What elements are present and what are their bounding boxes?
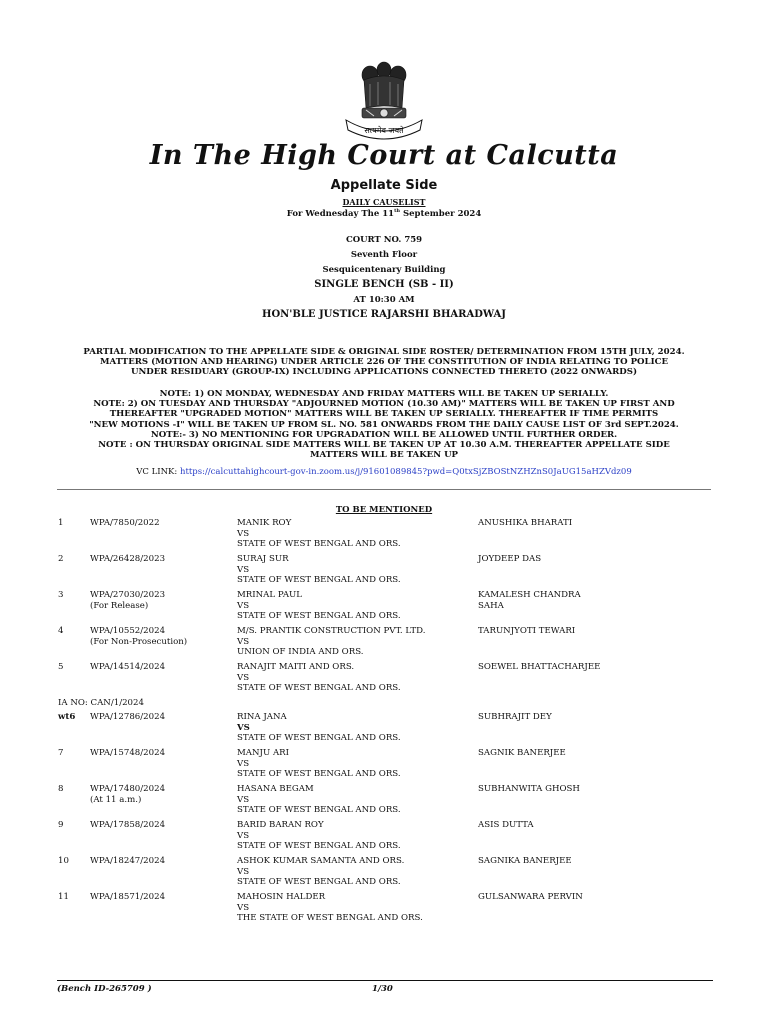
serial-number: 7 <box>58 748 64 758</box>
petitioner: SURAJ SUR <box>237 554 289 564</box>
case-number: WPA/18571/2024 <box>90 892 166 902</box>
serial-number: 11 <box>58 892 69 902</box>
petitioner: MANJU ARI <box>237 748 290 758</box>
parties-cell <box>237 712 472 744</box>
vc-link[interactable]: https://calcuttahighcourt-gov-in.zoom.us/j/91601089845?pwd=Q0txSjZBOStNZHZnS0JaUG15aHZVdz09 <box>179 467 632 477</box>
case-number: WPA/15748/2024 <box>90 748 166 758</box>
parties-cell <box>237 892 472 924</box>
advocate: TARUNJYOTI TEWARI <box>478 626 576 636</box>
list-name: DAILY CAUSELIST <box>342 197 426 207</box>
bench-id: (Bench ID-265709 ) <box>57 984 152 994</box>
versus-label: VS <box>237 672 250 683</box>
section-title: TO BE MENTIONED <box>335 505 433 515</box>
case-number: WPA/12786/2024 <box>90 712 166 722</box>
advocate: SUBHRAJIT DEY <box>478 712 552 722</box>
petitioner: HASANA BEGAM <box>237 784 314 794</box>
court-title: In The High Court at Calcutta <box>149 140 619 171</box>
case-cell <box>90 626 187 647</box>
page-number: 1/30 <box>372 984 393 994</box>
serial-number: 5 <box>58 662 64 672</box>
case-number: WPA/18247/2024 <box>90 856 166 866</box>
serial-number: wt6 <box>58 712 76 722</box>
advocate: ANUSHIKA BHARATI <box>478 518 573 528</box>
advocate: ASIS DUTTA <box>478 820 534 830</box>
parties-cell <box>237 856 472 888</box>
case-cell <box>90 518 160 529</box>
petitioner: BARID BARAN ROY <box>237 820 324 830</box>
parties-cell <box>237 662 472 694</box>
serial-number: 9 <box>58 820 64 830</box>
vc-link-label: VC LINK: <box>136 467 180 477</box>
petitioner: ASHOK KUMAR SAMANTA AND ORS. <box>237 856 405 866</box>
case-note: (At 11 a.m.) <box>90 794 142 805</box>
petitioner: MANIK ROY <box>237 518 292 528</box>
respondent: STATE OF WEST BENGAL AND ORS. <box>237 539 401 550</box>
parties-cell <box>237 554 472 586</box>
parties-cell <box>237 820 472 852</box>
advocate: KAMALESH CHANDRA SAHA <box>478 590 581 611</box>
petitioner: M/S. PRANTIK CONSTRUCTION PVT. LTD. <box>237 626 426 636</box>
versus-label: VS <box>237 722 250 733</box>
parties-cell <box>237 518 472 550</box>
parties-cell <box>237 784 472 816</box>
versus-label: VS <box>237 564 250 575</box>
sitting-time: AT 10:30 AM <box>353 295 415 305</box>
case-number: WPA/17480/2024 <box>90 784 166 794</box>
case-number: WPA/26428/2023 <box>90 554 166 564</box>
advocate: SAGNIK BANERJEE <box>478 748 566 758</box>
serial-number: 1 <box>58 518 64 528</box>
case-number: WPA/27030/2023 <box>90 590 166 600</box>
respondent: STATE OF WEST BENGAL AND ORS. <box>237 805 401 816</box>
versus-label: VS <box>237 830 250 841</box>
versus-label: VS <box>237 794 250 805</box>
respondent: THE STATE OF WEST BENGAL AND ORS. <box>237 913 423 924</box>
respondent: STATE OF WEST BENGAL AND ORS. <box>237 841 401 852</box>
case-cell <box>90 856 165 867</box>
advocate: SUBHANWITA GHOSH <box>478 784 580 794</box>
serial-number: 10 <box>58 856 69 866</box>
case-note: (For Non-Prosecution) <box>90 636 188 647</box>
versus-label: VS <box>237 600 250 611</box>
serial-number: 4 <box>58 626 64 636</box>
case-number: WPA/10552/2024 <box>90 626 166 636</box>
respondent: STATE OF WEST BENGAL AND ORS. <box>237 877 401 888</box>
parties-cell <box>237 590 472 622</box>
parties-cell <box>237 748 472 780</box>
advocate: JOYDEEP DAS <box>478 554 542 564</box>
case-number: WPA/14514/2024 <box>90 662 166 672</box>
bench-name: SINGLE BENCH (SB - II) <box>314 279 454 290</box>
case-cell <box>90 892 165 903</box>
versus-label: VS <box>237 636 250 647</box>
justice-name: HON'BLE JUSTICE RAJARSHI BHARADWAJ <box>262 309 506 320</box>
advocate: GULSANWARA PERVIN <box>478 892 583 902</box>
case-cell <box>90 662 165 673</box>
respondent: STATE OF WEST BENGAL AND ORS. <box>237 575 401 586</box>
vc-link-line <box>0 467 768 477</box>
ia-number: IA NO: CAN/1/2024 <box>58 698 144 708</box>
notes-block: NOTE: 1) ON MONDAY, WEDNESDAY AND FRIDAY MATTERS WILL BE TAKEN UP SERIALLY. NOTE: 2) ON TUESDAY AND THURSDAY "ADJOURNED MOTION (10.30 AM)" MATTERS WILL BE TAKEN UP FIRST AND THEREAFTER "UPGRADED MOTION" MATTERS WILL BE TAKEN UP SERIALLY. THEREAFTER IF TIME PERMITS "NEW MOTIONS -I" WILL BE TAKEN UP FROM SL. NO. 581 ONWARDS FROM THE DAILY CAUSE LIST OF 3rd SEPT.2024. NOTE:- 3) NO MENTIONING FOR UPGRADATION WILL BE ALLOWED UNTIL FURTHER ORDER. NOTE : ON THURSDAY ORIGINAL SIDE MATTERS WILL BE TAKEN UP AT 10.30 A.M. THEREAFTER APPELLATE SIDE MATTERS WILL BE TAKEN UP <box>89 389 679 461</box>
versus-label: VS <box>237 758 250 769</box>
emblem-motto: सत्यमेव जयते <box>364 126 404 135</box>
versus-label: VS <box>237 902 250 913</box>
court-side: Appellate Side <box>330 178 438 193</box>
case-cell <box>90 712 165 723</box>
case-number: WPA/7850/2022 <box>90 518 160 528</box>
state-emblem-icon <box>340 58 428 142</box>
court-floor: Seventh Floor <box>350 250 418 260</box>
case-cell <box>90 554 165 565</box>
serial-number: 3 <box>58 590 64 600</box>
respondent: STATE OF WEST BENGAL AND ORS. <box>237 611 401 622</box>
advocate: SOEWEL BHATTACHARJEE <box>478 662 601 672</box>
divider <box>57 489 711 490</box>
footer-divider <box>57 980 713 981</box>
respondent: UNION OF INDIA AND ORS. <box>237 647 364 658</box>
case-cell <box>90 784 165 805</box>
case-cell <box>90 590 165 611</box>
parties-cell <box>237 626 472 658</box>
case-number: WPA/17858/2024 <box>90 820 166 830</box>
court-number: COURT NO. 759 <box>345 235 423 245</box>
serial-number: 2 <box>58 554 64 564</box>
respondent: STATE OF WEST BENGAL AND ORS. <box>237 733 401 744</box>
respondent: STATE OF WEST BENGAL AND ORS. <box>237 683 401 694</box>
petitioner: MAHOSIN HALDER <box>237 892 326 902</box>
petitioner: MRINAL PAUL <box>237 590 302 600</box>
court-building: Sesquicentenary Building <box>322 265 446 275</box>
versus-label: VS <box>237 528 250 539</box>
petitioner: RANAJIT MAITI AND ORS. <box>237 662 355 672</box>
case-note: (For Release) <box>90 600 149 611</box>
list-date: For Wednesday The 11th September 2024 <box>286 208 482 219</box>
advocate: SAGNIKA BANERJEE <box>478 856 572 866</box>
versus-label: VS <box>237 866 250 877</box>
roster-notice: PARTIAL MODIFICATION TO THE APPELLATE SIDE & ORIGINAL SIDE ROSTER/ DETERMINATION FROM 15TH JULY, 2024. MATTERS (MOTION AND HEARING) UNDER ARTICLE 226 OF THE CONSTITUTION OF INDIA RELATING TO POLICE UNDER RESIDUARY (GROUP-IX) INCLUDING APPLICATIONS CONNECTED THERETO (2022 ONWARDS) <box>83 347 685 378</box>
petitioner: RINA JANA <box>237 712 287 722</box>
case-cell <box>90 820 165 831</box>
serial-number: 8 <box>58 784 64 794</box>
respondent: STATE OF WEST BENGAL AND ORS. <box>237 769 401 780</box>
case-cell <box>90 748 165 759</box>
